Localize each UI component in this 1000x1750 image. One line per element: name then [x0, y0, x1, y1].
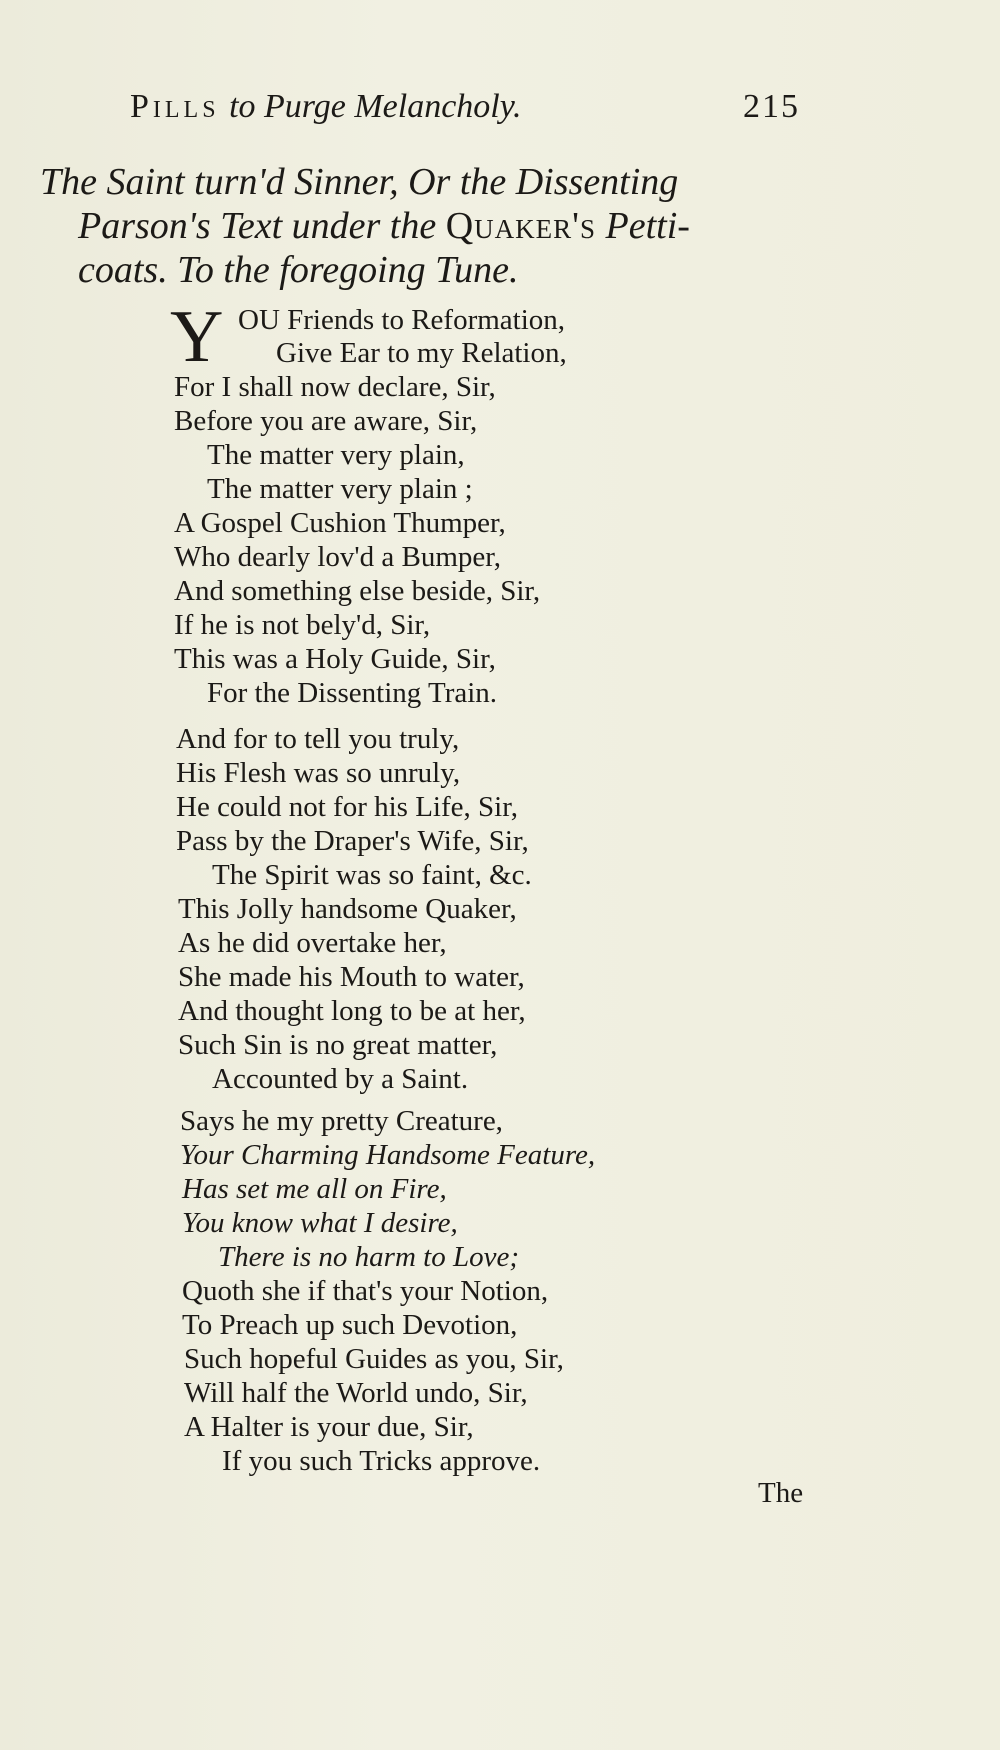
verse-line: Your Charming Handsome Feature,	[180, 1139, 596, 1171]
verse-line: And thought long to be at her,	[178, 995, 526, 1027]
title-line-2a: Parson's Text under the	[78, 205, 437, 247]
title-line-1: The Saint turn'd Sinner, Or the Dissenting	[40, 161, 679, 203]
verse-line: There is no harm to Love;	[218, 1241, 519, 1273]
verse-line: And something else beside, Sir,	[174, 575, 541, 607]
title-line-2	[40, 204, 820, 248]
verse-line: The matter very plain,	[207, 439, 465, 471]
verse-line: A Halter is your due, Sir,	[184, 1411, 474, 1443]
verse-line: To Preach up such Devotion,	[182, 1309, 518, 1341]
page-number: 215	[743, 88, 800, 125]
verse-line: This was a Holy Guide, Sir,	[174, 643, 496, 675]
running-title	[130, 88, 521, 126]
drop-cap: Y	[170, 296, 224, 378]
verse-line: Such hopeful Guides as you, Sir,	[184, 1343, 564, 1375]
verse-line: He could not for his Life, Sir,	[176, 791, 518, 823]
song-title	[40, 160, 820, 292]
verse-line: If he is not bely'd, Sir,	[174, 609, 431, 641]
verse-line: As he did overtake her,	[178, 927, 447, 959]
title-line-2c: Petti-	[605, 205, 690, 247]
verse-line: And for to tell you truly,	[176, 723, 460, 755]
verse-line: The matter very plain ;	[207, 473, 473, 505]
title-quaker: Quaker's	[445, 205, 597, 247]
verse-line: She made his Mouth to water,	[178, 961, 525, 993]
verse-line: This Jolly handsome Quaker,	[178, 893, 517, 925]
running-title-italic: to Purge Melancholy.	[229, 88, 522, 125]
verse-line: His Flesh was so unruly,	[176, 757, 461, 789]
verse-line: The Spirit was so faint, &c.	[212, 859, 532, 891]
verse-line: Give Ear to my Relation,	[276, 337, 567, 369]
verse-line: For the Dissenting Train.	[207, 677, 498, 709]
verse-line: Who dearly lov'd a Bumper,	[174, 541, 502, 573]
running-title-caps: Pills	[130, 88, 220, 125]
verse-line: OU Friends to Reformation,	[238, 304, 566, 336]
title-line-3: coats. To the foregoing Tune.	[78, 249, 519, 291]
verse-line: A Gospel Cushion Thumper,	[174, 507, 506, 539]
verse-line: Says he my pretty Creature,	[180, 1105, 503, 1137]
verse-line: Has set me all on Fire,	[182, 1173, 447, 1205]
verse-line: Will half the World undo, Sir,	[184, 1377, 528, 1409]
verse-line: Quoth she if that's your Notion,	[182, 1275, 549, 1307]
verse-line: If you such Tricks approve.	[222, 1445, 541, 1477]
verse-line: Accounted by a Saint.	[212, 1063, 469, 1095]
verse-line: For I shall now declare, Sir,	[174, 371, 496, 403]
verse-line: Pass by the Draper's Wife, Sir,	[176, 825, 529, 857]
catchword: The	[758, 1477, 804, 1509]
verse-line: You know what I desire,	[182, 1207, 458, 1239]
verse-line: Before you are aware, Sir,	[174, 405, 478, 437]
verse-line: Such Sin is no great matter,	[178, 1029, 498, 1061]
running-header	[130, 88, 800, 138]
